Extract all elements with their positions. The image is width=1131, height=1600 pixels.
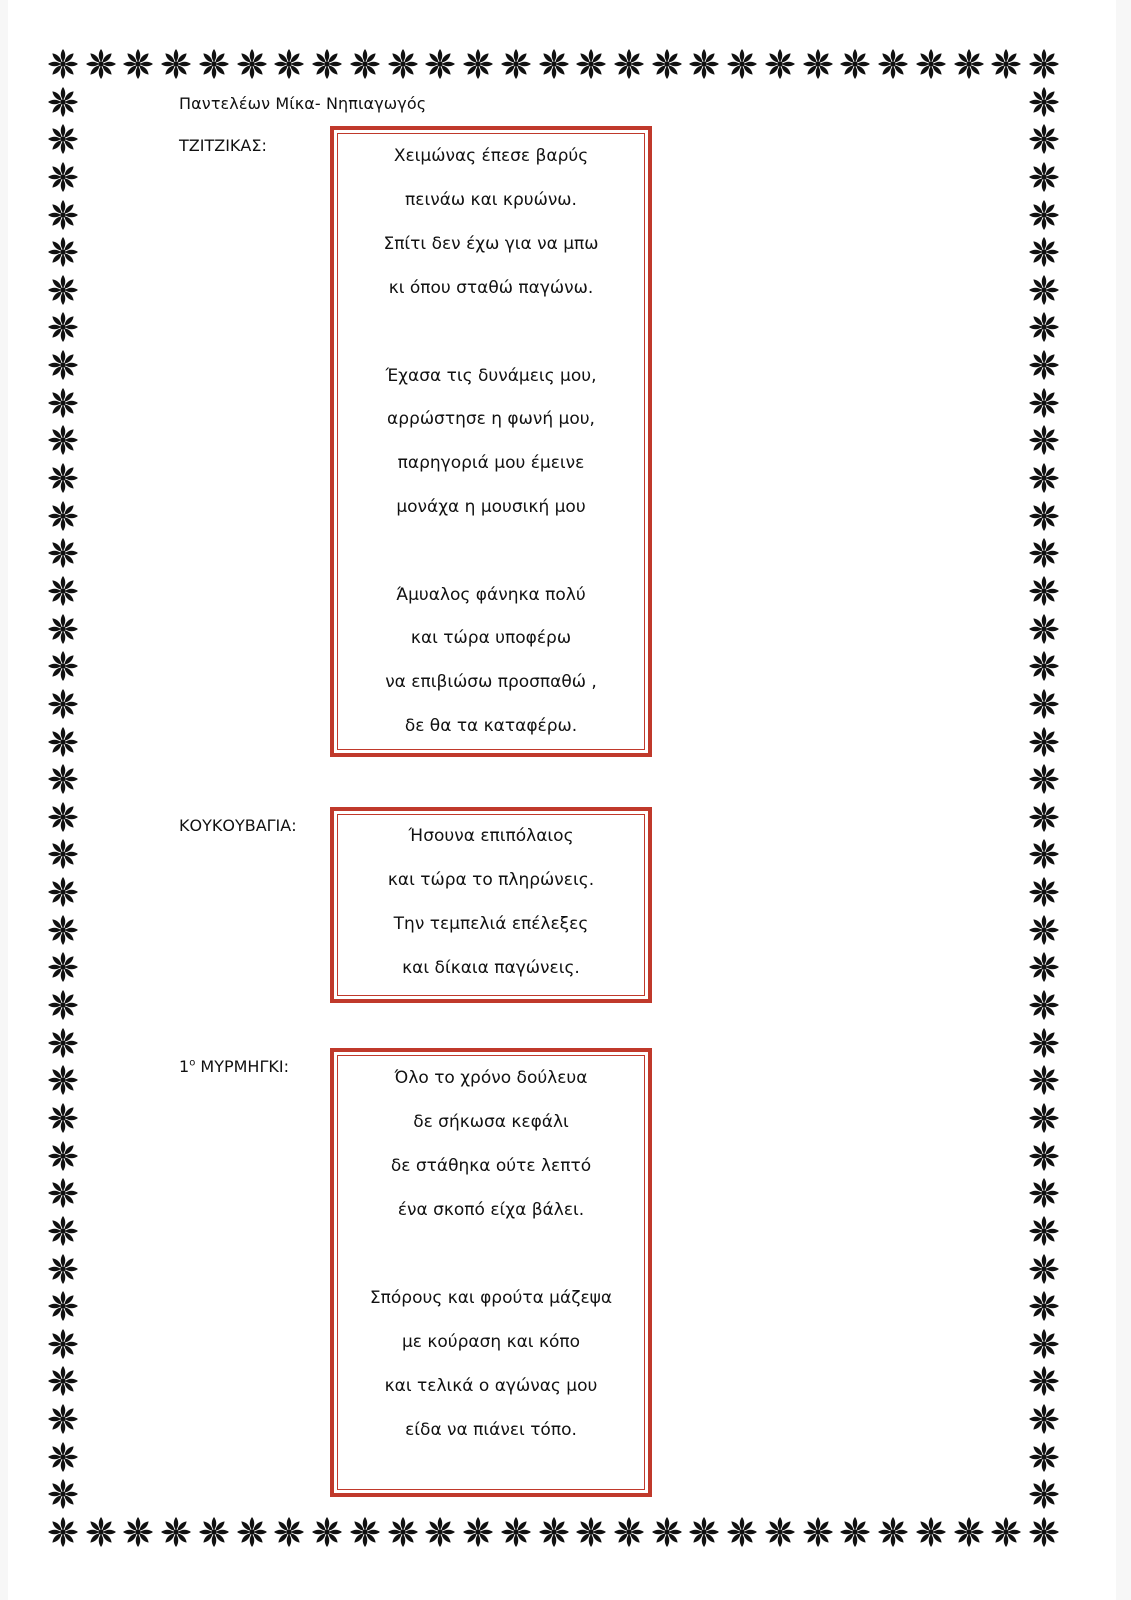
flower-icon <box>1027 461 1061 495</box>
flower-icon <box>574 47 608 81</box>
poem-line: πεινάω και κρυώνω. <box>405 190 577 210</box>
flower-icon <box>650 47 684 81</box>
poem-line: αρρώστησε η φωνή μου, <box>387 409 595 429</box>
flower-icon <box>1027 1440 1061 1474</box>
role-name: ΜΥΡΜΗΓΚΙ: <box>195 1057 289 1076</box>
flower-icon <box>612 47 646 81</box>
flower-icon <box>46 988 80 1022</box>
poem-line: είδα να πιάνει τόπο. <box>405 1420 577 1440</box>
flower-icon <box>461 47 495 81</box>
flower-icon <box>1027 386 1061 420</box>
flower-icon <box>989 47 1023 81</box>
flower-icon <box>574 1515 608 1549</box>
flower-icon <box>1027 198 1061 232</box>
flower-icon <box>1027 1176 1061 1210</box>
flower-icon <box>46 1515 80 1549</box>
author-line: Παντελέων Μίκα- Νηπιαγωγός <box>179 94 427 113</box>
role-label-myrmigki <box>179 1057 289 1076</box>
poem-line: και τελικά ο αγώνας μου <box>384 1376 598 1396</box>
poem-line: και δίκαια παγώνεις. <box>402 958 580 978</box>
flower-icon <box>499 1515 533 1549</box>
flower-icon <box>46 1327 80 1361</box>
poem-line: μονάχα η μουσική μου <box>396 497 586 517</box>
flower-icon <box>725 1515 759 1549</box>
flower-icon <box>46 649 80 683</box>
poem-line: και τώρα το πληρώνεις. <box>387 870 595 890</box>
flower-icon <box>159 47 193 81</box>
flower-icon <box>650 1515 684 1549</box>
flower-icon <box>1027 1101 1061 1135</box>
poem-line: κι όπου σταθώ παγώνω. <box>388 278 594 298</box>
flower-icon <box>801 1515 835 1549</box>
flower-icon <box>1027 762 1061 796</box>
flower-icon <box>310 47 344 81</box>
flower-icon <box>1027 574 1061 608</box>
flower-icon <box>46 1214 80 1248</box>
flower-icon <box>310 1515 344 1549</box>
flower-icon <box>46 461 80 495</box>
flower-icon <box>423 1515 457 1549</box>
flower-icon <box>121 47 155 81</box>
flower-icon <box>876 47 910 81</box>
flower-icon <box>46 875 80 909</box>
document-sheet <box>8 0 1116 1600</box>
flower-icon <box>46 386 80 420</box>
flower-icon <box>1027 1252 1061 1286</box>
role-ordinal: ο <box>189 1057 196 1069</box>
flower-icon <box>46 1252 80 1286</box>
flower-icon <box>46 348 80 382</box>
flower-icon <box>197 47 231 81</box>
poem-line: Όλο το χρόνο δούλευα <box>394 1068 588 1088</box>
flower-icon <box>1027 47 1061 81</box>
flower-icon <box>838 47 872 81</box>
flower-icon <box>46 1440 80 1474</box>
flower-icon <box>84 47 118 81</box>
poem-line: παρηγοριά μου έμεινε <box>397 453 585 473</box>
flower-icon <box>1027 1139 1061 1173</box>
flower-icon <box>46 273 80 307</box>
poem-box-inner <box>337 133 645 750</box>
poem-line: Έχασα τις δυνάμεις μου, <box>385 366 597 386</box>
flower-icon <box>1027 988 1061 1022</box>
flower-icon <box>46 536 80 570</box>
flower-icon <box>46 122 80 156</box>
flower-icon <box>1027 85 1061 119</box>
flower-icon <box>1027 1364 1061 1398</box>
flower-icon <box>1027 687 1061 721</box>
poem-line: Ήσουνα επιπόλαιος <box>408 826 574 846</box>
flower-icon <box>84 1515 118 1549</box>
flower-icon <box>1027 1214 1061 1248</box>
flower-icon <box>1027 875 1061 909</box>
flower-icon <box>386 1515 420 1549</box>
flower-icon <box>1027 1402 1061 1436</box>
flower-icon <box>461 1515 495 1549</box>
flower-icon <box>386 47 420 81</box>
poem-line: Την τεμπελιά επέλεξες <box>393 914 589 934</box>
flower-icon <box>801 47 835 81</box>
flower-icon <box>46 762 80 796</box>
flower-icon <box>46 1026 80 1060</box>
flower-icon <box>46 47 80 81</box>
poem-line: με κούραση και κόπο <box>401 1332 581 1352</box>
flower-icon <box>1027 837 1061 871</box>
flower-icon <box>687 47 721 81</box>
flower-icon <box>423 47 457 81</box>
flower-icon <box>914 47 948 81</box>
poem-line: δε σήκωσα κεφάλι <box>413 1112 569 1132</box>
flower-icon <box>46 423 80 457</box>
poem-line: Άμυαλος φάνηκα πολύ <box>396 585 586 605</box>
flower-icon <box>612 1515 646 1549</box>
poem-line: ένα σκοπό είχα βάλει. <box>397 1200 585 1220</box>
role-label-tzitzikas: ΤΖΙΤΖΙΚΑΣ: <box>179 136 267 155</box>
flower-icon <box>1027 800 1061 834</box>
flower-icon <box>272 47 306 81</box>
flower-icon <box>1027 122 1061 156</box>
flower-icon <box>1027 612 1061 646</box>
flower-icon <box>46 499 80 533</box>
flower-icon <box>46 235 80 269</box>
poem-line: δε στάθηκα ούτε λεπτό <box>390 1156 592 1176</box>
poem-line: Χειμώνας έπεσε βαρύς <box>393 146 589 166</box>
flower-icon <box>197 1515 231 1549</box>
flower-icon <box>1027 1063 1061 1097</box>
poem-line: δε θα τα καταφέρω. <box>404 716 578 736</box>
flower-icon <box>1027 1026 1061 1060</box>
role-label-koukouvagia: ΚΟΥΚΟΥΒΑΓΙΑ: <box>179 816 297 835</box>
flower-icon <box>46 1139 80 1173</box>
role-number: 1 <box>179 1057 190 1076</box>
flower-icon <box>46 950 80 984</box>
poem-line: να επιβιώσω προσπαθώ , <box>385 672 597 692</box>
poem-line: Σπόρους και φρούτα μάζεψα <box>369 1288 613 1308</box>
flower-icon <box>46 687 80 721</box>
flower-icon <box>1027 1289 1061 1323</box>
poem-box-tzitzikas <box>330 126 652 757</box>
flower-icon <box>1027 310 1061 344</box>
flower-icon <box>46 160 80 194</box>
flower-icon <box>687 1515 721 1549</box>
flower-icon <box>46 198 80 232</box>
flower-icon <box>121 1515 155 1549</box>
flower-icon <box>46 310 80 344</box>
flower-icon <box>46 1289 80 1323</box>
flower-icon <box>952 1515 986 1549</box>
flower-icon <box>838 1515 872 1549</box>
flower-icon <box>952 47 986 81</box>
flower-icon <box>1027 423 1061 457</box>
flower-icon <box>348 47 382 81</box>
flower-icon <box>1027 160 1061 194</box>
flower-icon <box>1027 536 1061 570</box>
flower-icon <box>46 913 80 947</box>
flower-icon <box>1027 649 1061 683</box>
flower-icon <box>348 1515 382 1549</box>
flower-icon <box>876 1515 910 1549</box>
flower-icon <box>159 1515 193 1549</box>
poem-line: και τώρα υποφέρω <box>410 628 572 648</box>
flower-icon <box>46 85 80 119</box>
flower-icon <box>725 47 759 81</box>
flower-icon <box>46 800 80 834</box>
flower-icon <box>1027 913 1061 947</box>
flower-icon <box>46 1364 80 1398</box>
flower-icon <box>46 1402 80 1436</box>
flower-icon <box>46 1063 80 1097</box>
poem-line: Σπίτι δεν έχω για να μπω <box>383 234 599 254</box>
flower-icon <box>46 574 80 608</box>
flower-icon <box>537 47 571 81</box>
flower-icon <box>1027 950 1061 984</box>
flower-icon <box>272 1515 306 1549</box>
flower-icon <box>235 47 269 81</box>
flower-icon <box>499 47 533 81</box>
flower-icon <box>46 1477 80 1511</box>
flower-icon <box>914 1515 948 1549</box>
flower-icon <box>235 1515 269 1549</box>
flower-icon <box>1027 235 1061 269</box>
flower-icon <box>1027 348 1061 382</box>
flower-icon <box>46 837 80 871</box>
flower-icon <box>46 612 80 646</box>
flower-icon <box>46 725 80 759</box>
flower-icon <box>1027 273 1061 307</box>
flower-icon <box>1027 1477 1061 1511</box>
flower-icon <box>46 1101 80 1135</box>
flower-icon <box>1027 725 1061 759</box>
flower-icon <box>1027 1515 1061 1549</box>
flower-icon <box>537 1515 571 1549</box>
flower-icon <box>763 47 797 81</box>
flower-icon <box>989 1515 1023 1549</box>
flower-icon <box>1027 499 1061 533</box>
flower-icon <box>763 1515 797 1549</box>
flower-icon <box>1027 1327 1061 1361</box>
flower-icon <box>46 1176 80 1210</box>
